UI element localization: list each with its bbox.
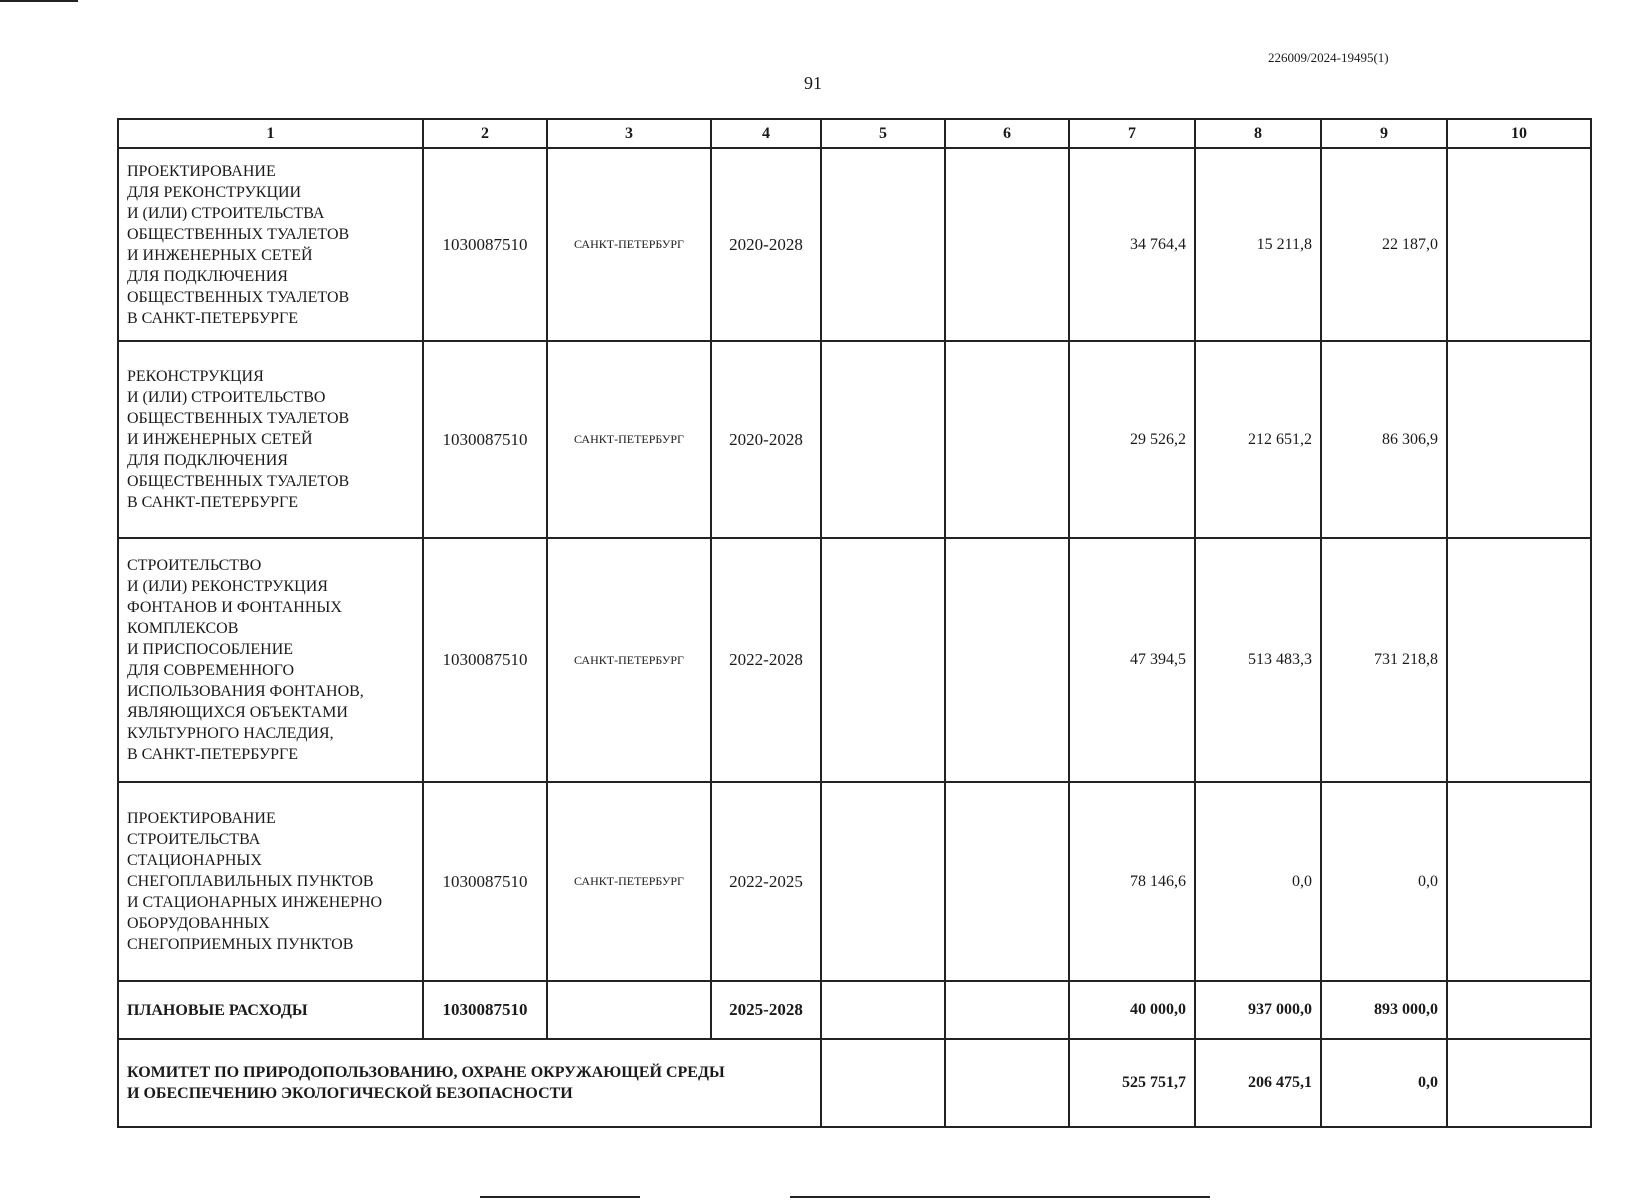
row-col6 bbox=[945, 782, 1069, 981]
row-col5 bbox=[821, 981, 945, 1039]
row-code: 1030087510 bbox=[423, 981, 547, 1039]
total-col10 bbox=[1447, 1039, 1591, 1127]
name-line: ОБЩЕСТВЕННЫХ ТУАЛЕТОВ bbox=[127, 410, 350, 427]
row-col10 bbox=[1447, 782, 1591, 981]
name-line: СТРОИТЕЛЬСТВА bbox=[127, 831, 261, 848]
name-line: И (ИЛИ) СТРОИТЕЛЬСТВО bbox=[127, 389, 326, 406]
name-line: В САНКТ-ПЕТЕРБУРГЕ bbox=[127, 746, 299, 763]
table-row bbox=[118, 981, 1591, 1039]
name-line: КУЛЬТУРНОГО НАСЛЕДИЯ, bbox=[127, 725, 334, 742]
row-col5 bbox=[821, 538, 945, 782]
name-line: ДЛЯ РЕКОНСТРУКЦИИ bbox=[127, 183, 302, 201]
row-region: САНКТ-ПЕТЕРБУРГ bbox=[547, 148, 711, 341]
row-col6 bbox=[945, 341, 1069, 538]
column-header-2: 2 bbox=[423, 119, 547, 148]
total-col6 bbox=[945, 1039, 1069, 1127]
table-row bbox=[118, 782, 1591, 981]
name-line: ЯВЛЯЮЩИХСЯ ОБЪЕКТАМИ bbox=[127, 704, 348, 721]
name-line: ПРОЕКТИРОВАНИЕ bbox=[127, 810, 276, 827]
name-line: И ОБЕСПЕЧЕНИЮ ЭКОЛОГИЧЕСКОЙ БЕЗОПАСНОСТИ bbox=[127, 1085, 573, 1102]
document-number: 226009/2024-19495(1) bbox=[1268, 50, 1389, 65]
total-col7: 525 751,7 bbox=[1069, 1039, 1195, 1127]
column-header-3: 3 bbox=[547, 119, 711, 148]
total-col8: 206 475,1 bbox=[1195, 1039, 1321, 1127]
column-header-7: 7 bbox=[1069, 119, 1195, 148]
row-col7: 29 526,2 bbox=[1069, 341, 1195, 538]
row-col9: 0,0 bbox=[1321, 782, 1447, 981]
column-header-6: 6 bbox=[945, 119, 1069, 148]
row-col8: 513 483,3 bbox=[1195, 538, 1321, 782]
scan-edge-mark bbox=[0, 0, 78, 2]
name-line: И СТАЦИОНАРНЫХ ИНЖЕНЕРНО bbox=[127, 894, 383, 911]
row-col7: 40 000,0 bbox=[1069, 981, 1195, 1039]
name-line: В САНКТ-ПЕТЕРБУРГЕ bbox=[127, 309, 299, 327]
row-col7: 78 146,6 bbox=[1069, 782, 1195, 981]
name-line: В САНКТ-ПЕТЕРБУРГЕ bbox=[127, 494, 299, 511]
row-col5 bbox=[821, 148, 945, 341]
row-years: 2020-2028 bbox=[711, 341, 821, 538]
scan-edge-mark bbox=[790, 1196, 1210, 1198]
row-col10 bbox=[1447, 981, 1591, 1039]
name-line: КОМИТЕТ ПО ПРИРОДОПОЛЬЗОВАНИЮ, ОХРАНЕ ОКРУЖАЮЩЕЙ СРЕДЫ bbox=[127, 1064, 725, 1081]
row-col5 bbox=[821, 782, 945, 981]
name-line: ОБЩЕСТВЕННЫХ ТУАЛЕТОВ bbox=[127, 473, 350, 490]
row-col6 bbox=[945, 148, 1069, 341]
name-line: И ИНЖЕНЕРНЫХ СЕТЕЙ bbox=[127, 246, 313, 264]
row-years: 2020-2028 bbox=[711, 148, 821, 341]
budget-table bbox=[117, 118, 1592, 1128]
row-col10 bbox=[1447, 148, 1591, 341]
row-name bbox=[118, 538, 423, 782]
scan-edge-mark bbox=[480, 1196, 640, 1198]
row-col10 bbox=[1447, 341, 1591, 538]
row-col5 bbox=[821, 341, 945, 538]
name-line: СНЕГОПЛАВИЛЬНЫХ ПУНКТОВ bbox=[127, 873, 374, 890]
total-name bbox=[118, 1039, 821, 1127]
total-col5 bbox=[821, 1039, 945, 1127]
table-row bbox=[118, 148, 1591, 341]
row-col8: 0,0 bbox=[1195, 782, 1321, 981]
row-col8: 15 211,8 bbox=[1195, 148, 1321, 341]
row-name bbox=[118, 341, 423, 538]
row-col6 bbox=[945, 981, 1069, 1039]
row-name bbox=[118, 782, 423, 981]
column-header-1: 1 bbox=[118, 119, 423, 148]
row-code: 1030087510 bbox=[423, 782, 547, 981]
row-code: 1030087510 bbox=[423, 148, 547, 341]
row-col7: 47 394,5 bbox=[1069, 538, 1195, 782]
row-name bbox=[118, 981, 423, 1039]
row-region bbox=[547, 981, 711, 1039]
name-line: И ПРИСПОСОБЛЕНИЕ bbox=[127, 641, 294, 658]
name-line: ОБОРУДОВАННЫХ bbox=[127, 915, 270, 932]
name-line: КОМПЛЕКСОВ bbox=[127, 620, 239, 637]
table-row bbox=[118, 538, 1591, 782]
column-header-10: 10 bbox=[1447, 119, 1591, 148]
name-line: СНЕГОПРИЕМНЫХ ПУНКТОВ bbox=[127, 936, 354, 953]
row-years: 2022-2028 bbox=[711, 538, 821, 782]
column-header-9: 9 bbox=[1321, 119, 1447, 148]
row-region: САНКТ-ПЕТЕРБУРГ bbox=[547, 538, 711, 782]
row-region: САНКТ-ПЕТЕРБУРГ bbox=[547, 782, 711, 981]
row-name bbox=[118, 148, 423, 341]
name-line: СТАЦИОНАРНЫХ bbox=[127, 852, 262, 869]
name-line: ПРОЕКТИРОВАНИЕ bbox=[127, 162, 276, 180]
row-col9: 22 187,0 bbox=[1321, 148, 1447, 341]
name-line: И (ИЛИ) РЕКОНСТРУКЦИЯ bbox=[127, 578, 328, 595]
name-line: ДЛЯ ПОДКЛЮЧЕНИЯ bbox=[127, 452, 288, 469]
page-number: 91 bbox=[804, 73, 822, 93]
row-col10 bbox=[1447, 538, 1591, 782]
name-line: ДЛЯ СОВРЕМЕННОГО bbox=[127, 662, 295, 679]
row-col8: 937 000,0 bbox=[1195, 981, 1321, 1039]
name-line: РЕКОНСТРУКЦИЯ bbox=[127, 368, 264, 385]
row-years: 2022-2025 bbox=[711, 782, 821, 981]
header-row bbox=[118, 119, 1591, 148]
total-row bbox=[118, 1039, 1591, 1127]
total-col9: 0,0 bbox=[1321, 1039, 1447, 1127]
row-col6 bbox=[945, 538, 1069, 782]
row-col7: 34 764,4 bbox=[1069, 148, 1195, 341]
name-line: ОБЩЕСТВЕННЫХ ТУАЛЕТОВ bbox=[127, 288, 350, 306]
row-region: САНКТ-ПЕТЕРБУРГ bbox=[547, 341, 711, 538]
name-line: ОБЩЕСТВЕННЫХ ТУАЛЕТОВ bbox=[127, 225, 350, 243]
row-col9: 893 000,0 bbox=[1321, 981, 1447, 1039]
row-code: 1030087510 bbox=[423, 341, 547, 538]
row-col8: 212 651,2 bbox=[1195, 341, 1321, 538]
column-header-4: 4 bbox=[711, 119, 821, 148]
column-header-8: 8 bbox=[1195, 119, 1321, 148]
name-line: СТРОИТЕЛЬСТВО bbox=[127, 557, 262, 574]
name-line: ИСПОЛЬЗОВАНИЯ ФОНТАНОВ, bbox=[127, 683, 364, 700]
name-line: ПЛАНОВЫЕ РАСХОДЫ bbox=[127, 1001, 308, 1019]
row-code: 1030087510 bbox=[423, 538, 547, 782]
name-line: ФОНТАНОВ И ФОНТАННЫХ bbox=[127, 599, 342, 616]
row-col9: 86 306,9 bbox=[1321, 341, 1447, 538]
row-col9: 731 218,8 bbox=[1321, 538, 1447, 782]
table-row bbox=[118, 341, 1591, 538]
name-line: И ИНЖЕНЕРНЫХ СЕТЕЙ bbox=[127, 431, 313, 448]
column-header-5: 5 bbox=[821, 119, 945, 148]
name-line: ДЛЯ ПОДКЛЮЧЕНИЯ bbox=[127, 267, 288, 285]
name-line: И (ИЛИ) СТРОИТЕЛЬСТВА bbox=[127, 204, 325, 222]
row-years: 2025-2028 bbox=[711, 981, 821, 1039]
